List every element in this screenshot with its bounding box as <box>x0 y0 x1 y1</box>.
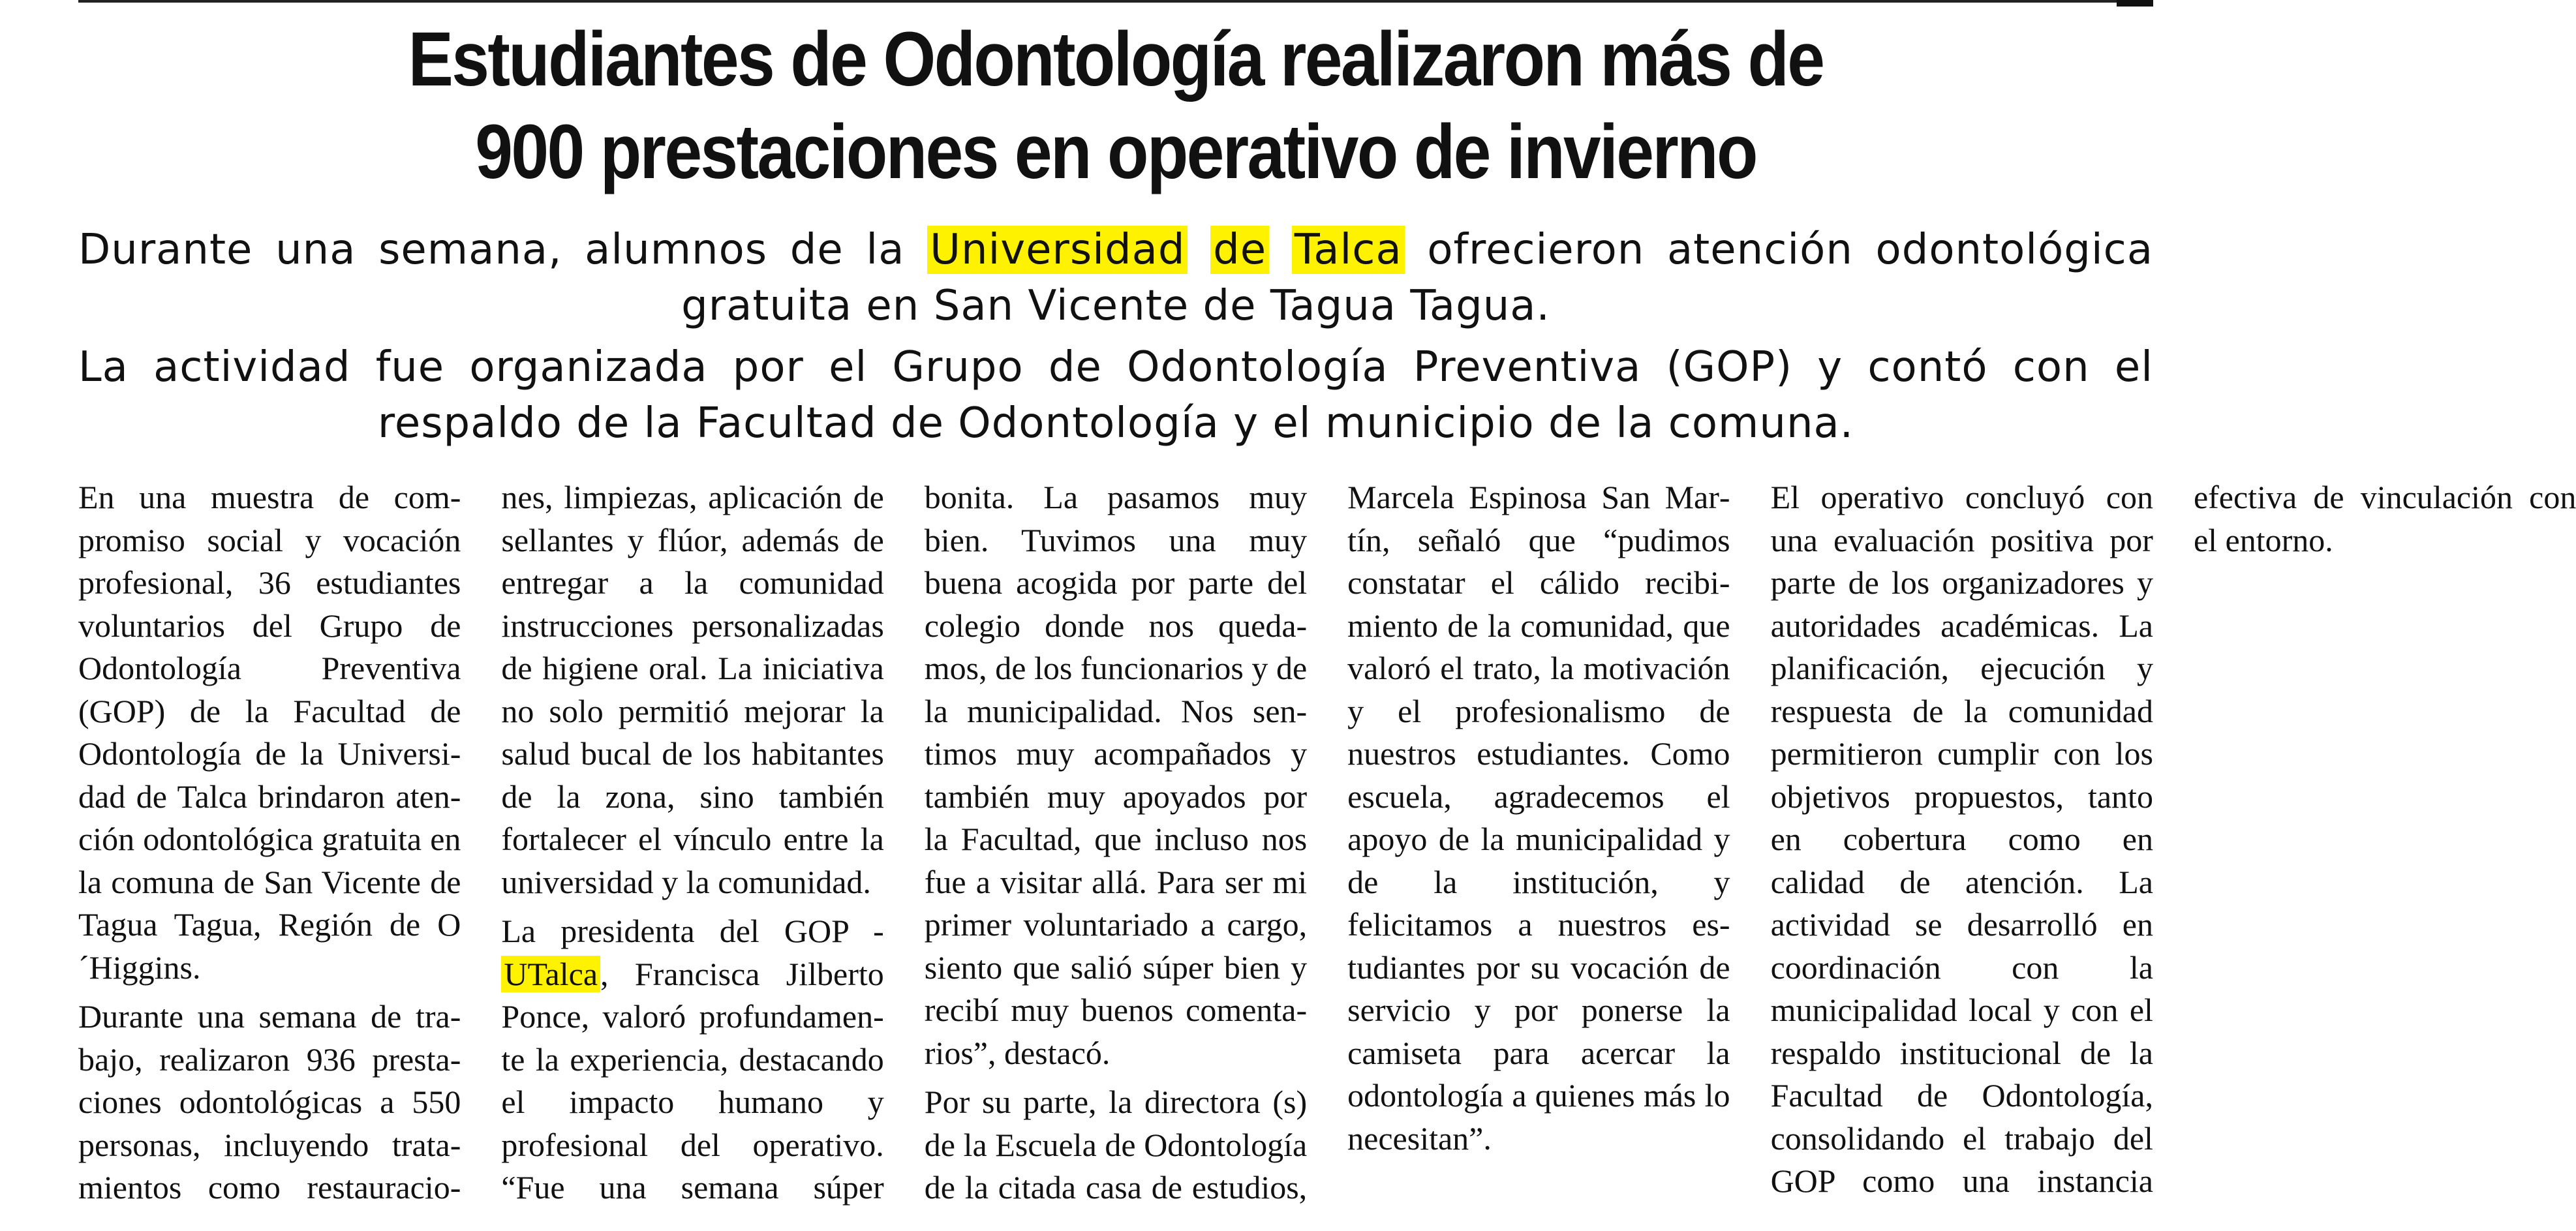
paragraph-work-week: Durante una semana de trabajo, realizaron 936 prestaciones odontológicas a 550 personas, incluyendo tratamientos como restauraciones, limpiezas, aplicación de sellantes y flúor, además de entregar a la comunidad instrucciones personalizadas de higiene oral. La iniciativa no solo permitió mejorar la salud bucal de los habitantes de la zona, sino también fortalecer el vínculo entre la universidad y la comunidad. <box>78 479 884 1206</box>
top-rule-mark <box>2117 0 2153 7</box>
top-rule <box>78 0 2153 3</box>
paragraph-president-rest: , Francisca Jilberto Ponce, valoró profundamente la experiencia, destacando el impacto humano y profesional del operativo. “Fue una semana súper bonita. La pasamos muy bien. Tuvimos una muy buena acogida por parte del colegio donde nos quedamos, de los funcionarios y de la municipalidad. Nos sentimos muy acompañados y también muy apoyados por la Facultad, que incluso nos fue a visitar allá. Para ser mi primer voluntariado a cargo, siento que salió súper bien y recibí muy buenos comentarios”, destacó. <box>501 479 1308 1206</box>
deck-first-text-end: ofrecieron atención odontológica gratuita en San Vicente de Tagua Tagua. <box>681 226 2154 330</box>
headline <box>203 13 2029 198</box>
highlight-universidad: Universidad <box>927 226 1188 274</box>
deck-first-text-start: Durante una semana, alumnos de la <box>78 226 928 274</box>
article-body <box>78 476 2576 1220</box>
paragraph-intro: En una muestra de compromiso social y vocación profesional, 36 estudiantes voluntarios del Grupo de Odontología Preventiva (GOP) de la Facultad de Odontología de la Universidad de Talca brindaron atención odontológica gratuita en la comuna de San Vicente de Tagua Tagua, Región de O´Higgins. <box>78 479 461 986</box>
paragraph-conclusion: El operativo concluyó con una evaluación positiva por parte de los organizadores y autoridades académicas. La planificación, ejecución y respuesta de la comunidad permitieron cumplir con los objetivos propuestos, tanto en cobertura como en calidad de atención. La actividad se desarrolló en coordinación con la municipalidad local y con el respaldo institucional de la Facultad de Odontología, consolidando el trabajo del GOP como una instancia efectiva de vinculación con el entorno. <box>1770 479 2576 1199</box>
headline-line-2: 900 prestaciones en operativo de invierno <box>475 109 1756 195</box>
deck-first <box>78 222 2153 334</box>
paragraph-president-start: La presidenta del GOP - <box>501 913 884 949</box>
highlight-de: de <box>1210 226 1269 274</box>
highlight-utalca: UTalca <box>501 956 600 992</box>
paragraph-director-quote: Por su parte, la directora (s) de la Escuela de Odontología de la citada casa de estudios, Marcela Espinosa San Martín, señaló que “pudimos constatar el cálido recibimiento de la comunidad, que valoró el trato, la motivación y el profesionalismo de nuestros estudiantes. Como escuela, agradecemos el apoyo de la municipalidad y de la institución, y felicitamos a nuestros estudiantes por su vocación de servicio y por ponerse la camiseta para acercar la odontología a quienes más lo necesitan”. <box>924 479 1730 1206</box>
highlight-talca: Talca <box>1292 226 1405 274</box>
deck-second: La actividad fue organizada por el Grupo de Odontología Preventiva (GOP) y contó con el respaldo de la Facultad de Odontología y el municipio de la comuna. <box>78 343 2153 448</box>
headline-line-1: Estudiantes de Odontología realizaron más de <box>408 16 1824 102</box>
